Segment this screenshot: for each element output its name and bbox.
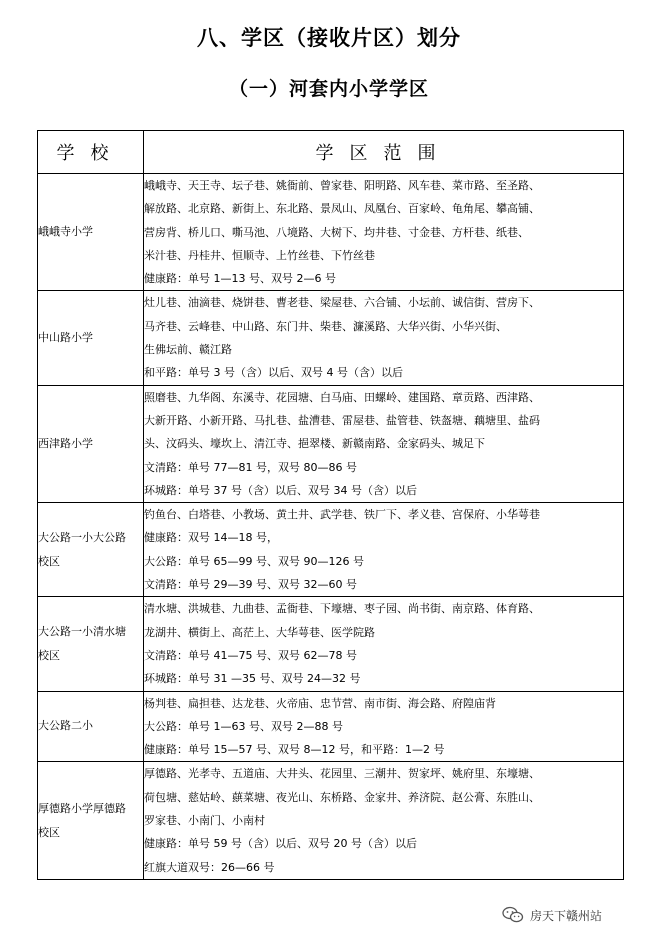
district-area-cell [144,762,624,879]
district-line: 和平路：单号 3 号（含）以后、双号 4 号（含）以后 [144,366,403,380]
header-school: 学校 [38,131,144,174]
district-line: 钓鱼台、白塔巷、小教场、黄土井、武学巷、铁厂下、孝义巷、宫保府、小华萼巷 [144,508,540,522]
district-line: 米汁巷、丹桂井、恒顺寺、上竹丝巷、下竹丝巷 [144,248,375,262]
district-area-cell [144,691,624,762]
district-line: 大公路：单号 1—63 号、双号 2—88 号 [144,719,343,733]
school-name: 大公路一小大公路校区 [38,530,126,568]
district-area-cell [144,174,624,291]
district-line: 环城路：单号 31 —35 号、双号 24—32 号 [144,672,361,686]
school-name-cell [38,385,144,502]
district-line: 健康路：单号 59 号（含）以后、双号 20 号（含）以后 [144,837,417,851]
district-line: 照磨巷、九华阁、东溪寺、花园塘、白马庙、田螺岭、建国路、章贡路、西津路、 [144,390,540,404]
table-row [38,174,624,291]
school-name-cell [38,174,144,291]
district-line: 马齐巷、云峰巷、中山路、东门井、柴巷、濂溪路、大华兴街、小华兴街、 [144,319,507,333]
district-area-cell [144,597,624,691]
district-line: 文清路：单号 41—75 号、双号 62—78 号 [144,648,357,662]
table-row [38,597,624,691]
table-row [38,762,624,879]
header-area: 学区范围 [144,131,624,174]
district-line: 大公路：单号 65—99 号、双号 90—126 号 [144,554,364,568]
district-line: 龙湖井、横街上、高茫上、大华萼巷、医学院路 [144,625,375,639]
table-row [38,385,624,502]
wechat-icon [502,906,524,924]
district-area-cell [144,385,624,502]
school-name-cell [38,762,144,879]
table-row [38,291,624,385]
district-line: 罗家巷、小南门、小南村 [144,814,265,828]
watermark-text: 房天下赣州站 [530,908,603,923]
district-line: 解放路、北京路、新街上、东北路、景凤山、凤凰台、百家岭、龟角尾、攀高铺、 [144,202,540,216]
school-name: 峨峨寺小学 [38,225,93,239]
section-subtitle: （一）河套内小学学区 [228,78,429,100]
district-line: 清水塘、洪城巷、九曲巷、孟衙巷、下壕塘、枣子园、尚书街、南京路、体育路、 [144,602,540,616]
district-line: 健康路：双号 14—18 号， [144,531,278,545]
district-line: 头、汶码头、壕坎上、清江寺、挹翠楼、新赣南路、金家码头、城足下 [144,437,485,451]
district-line: 灶儿巷、油滴巷、烧饼巷、曹老巷、梁屋巷、六合铺、小坛前、诚信街、营房下、 [144,296,540,310]
district-line: 大新开路、小新开路、马扎巷、盐漕巷、雷屋巷、盐管巷、铁盔塘、藕塘里、盐码 [144,413,540,427]
page-title: 八、学区（接收片区）划分 [197,26,461,50]
school-name: 中山路小学 [38,331,93,345]
district-line: 健康路：单号 15—57 号、双号 8—12 号，和平路：1—2 号 [144,743,445,757]
district-line: 杨判巷、扁担巷、达龙巷、火帝庙、忠节营、南市街、海会路、府隍庙背 [144,696,496,710]
school-name: 西津路小学 [38,436,93,450]
district-area-cell [144,503,624,597]
district-line: 荷包塘、慈姑岭、蕻菜塘、夜光山、东桥路、金家井、养济院、赵公膏、东胜山、 [144,790,540,804]
school-name-cell [38,291,144,385]
district-line: 峨峨寺、天王寺、坛子巷、姚衙前、曾家巷、阳明路、风车巷、菜市路、至圣路、 [144,179,540,192]
district-line: 文清路：单号 77—81 号，双号 80—86 号 [144,460,357,474]
table-row [38,503,624,597]
district-line: 生佛坛前、赣江路 [144,343,232,357]
school-name-cell [38,691,144,762]
district-area-cell [144,291,624,385]
school-name: 大公路二小 [38,719,93,733]
school-name: 大公路一小清水塘校区 [38,624,126,662]
table-body [38,174,624,880]
watermark [502,902,602,928]
district-line: 健康路：单号 1—13 号、双号 2—6 号 [144,272,336,286]
district-line: 厚德路、光孝寺、五道庙、大井头、花园里、三潮井、贺家坪、姚府里、东壕塘、 [144,767,540,781]
school-name: 厚德路小学厚德路校区 [38,801,126,839]
school-name-cell [38,597,144,691]
school-district-table [37,130,624,880]
table-row [38,691,624,762]
district-line: 红旗大道双号：26—66 号 [144,860,275,874]
table-header-row [38,131,624,174]
school-name-cell [38,503,144,597]
district-line: 文清路：单号 29—39 号、双号 32—60 号 [144,578,357,592]
district-line: 环城路：单号 37 号（含）以后、双号 34 号（含）以后 [144,483,417,497]
district-line: 营房背、桥儿口、嘶马池、八境路、大树下、均井巷、寸金巷、方杆巷、纸巷、 [144,225,529,239]
